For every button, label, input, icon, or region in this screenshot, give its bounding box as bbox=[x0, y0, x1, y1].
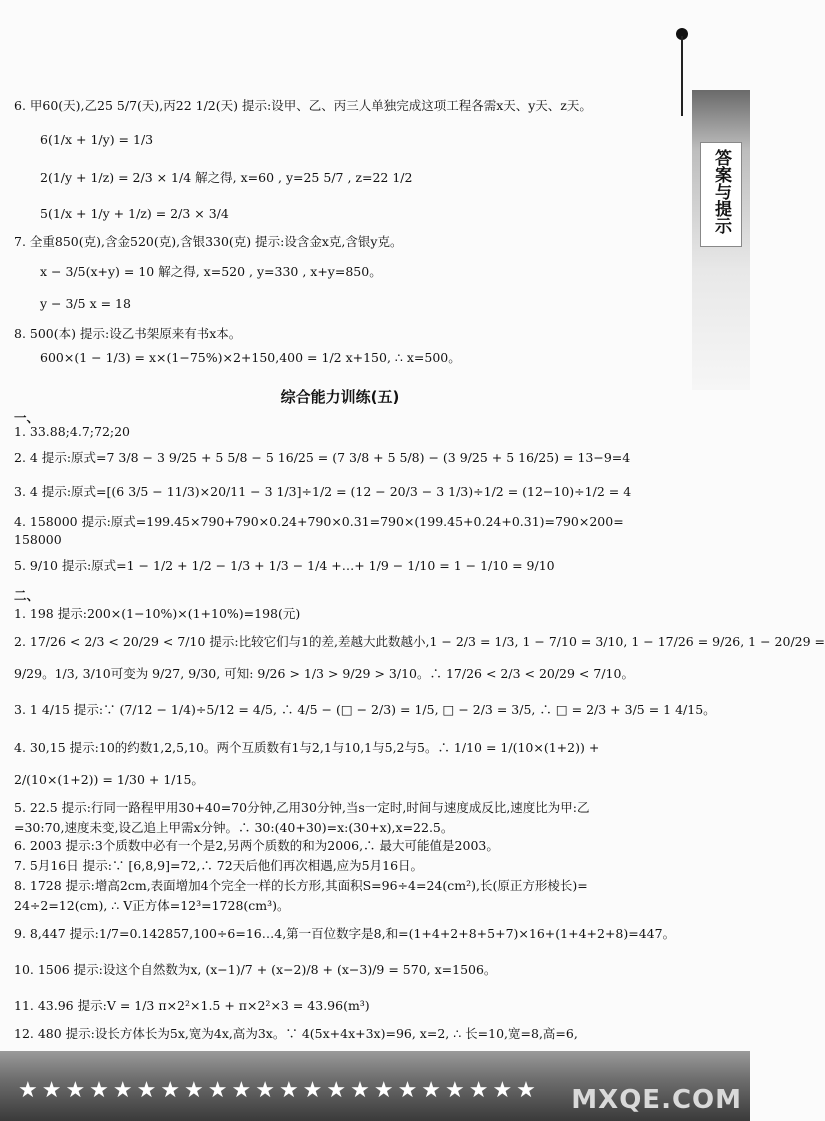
part-two-label: 二、 bbox=[14, 588, 40, 603]
part1-q1: 1. 33.88;4.7;72;20 bbox=[14, 424, 131, 439]
answer-7: 7. 全重850(克),含金520(克),含银330(克) 提示:设含金x克,含银y克。 bbox=[14, 234, 403, 249]
part2-q8-cont: 24÷2=12(cm), ∴ V正方体=12³=1728(cm³)。 bbox=[14, 898, 290, 913]
part1-q2: 2. 4 提示:原式=7 3/8 − 3 9/25 + 5 5/8 − 5 16/25 = (7 3/8 + 5 5/8) − (3 9/25 + 5 16/25) = 13−9=4 bbox=[14, 450, 631, 465]
part2-q4-cont: 2/(10×(1+2)) = 1/30 + 1/15。 bbox=[14, 772, 204, 787]
part2-q2: 2. 17/26 < 2/3 < 20/29 < 7/10 提示:比较它们与1的差,差越大此数越小,1 − 2/3 = 1/3, 1 − 7/10 = 3/10, 1 − 17/26 = 9/26, 1 − 20/29 = bbox=[14, 634, 825, 649]
sidebar-label bbox=[700, 142, 742, 247]
part2-q10: 10. 1506 提示:设这个自然数为x, (x−1)/7 + (x−2)/8 + (x−3)/9 = 570, x=1506。 bbox=[14, 962, 497, 977]
answer-8-eq: 600×(1 − 1/3) = x×(1−75%)×2+150,400 = 1/2 x+150, ∴ x=500。 bbox=[40, 350, 461, 365]
star-row: ★★★★★★★★★★★★★★★★★★★★★★ bbox=[18, 1078, 540, 1103]
part1-q5: 5. 9/10 提示:原式=1 − 1/2 + 1/2 − 1/3 + 1/3 − 1/4 +…+ 1/9 − 1/10 = 1 − 1/10 = 9/10 bbox=[14, 558, 555, 573]
answer-6-eq3: 5(1/x + 1/y + 1/z) = 2/3 × 3/4 bbox=[40, 206, 229, 221]
part2-q7: 7. 5月16日 提示:∵ [6,8,9]=72,∴ 72天后他们再次相遇,应为5月16日。 bbox=[14, 858, 424, 873]
watermark: MXQE.COM bbox=[571, 1085, 742, 1115]
part2-q5: 5. 22.5 提示:行同一路程甲用30+40=70分钟,乙用30分钟,当s一定时,时间与速度成反比,速度比为甲:乙 bbox=[14, 800, 590, 815]
answer-7-eq1: x − 3/5(x+y) = 10 解之得, x=520 , y=330 , x+y=850。 bbox=[40, 264, 382, 279]
answer-6-eq2: 2(1/y + 1/z) = 2/3 × 1/4 解之得, x=60 , y=25 5/7 , z=22 1/2 bbox=[40, 170, 413, 185]
answer-6: 6. 甲60(天),乙25 5/7(天),丙22 1/2(天) 提示:设甲、乙、丙三人单独完成这项工程各需x天、y天、z天。 bbox=[14, 98, 592, 113]
part2-q8: 8. 1728 提示:增高2cm,表面增加4个完全一样的长方形,其面积S=96÷4=24(cm²),长(原正方形棱长)= bbox=[14, 878, 588, 893]
sidebar-label-text: 答案与提示 bbox=[711, 149, 731, 234]
part2-q12: 12. 480 提示:设长方体长为5x,宽为4x,高为3x。∵ 4(5x+4x+3x)=96, x=2, ∴ 长=10,宽=8,高=6, bbox=[14, 1026, 578, 1041]
part2-q1: 1. 198 提示:200×(1−10%)×(1+10%)=198(元) bbox=[14, 606, 301, 621]
part1-q3: 3. 4 提示:原式=[(6 3/5 − 11/3)×20/11 − 3 1/3]÷1/2 = (12 − 20/3 − 3 1/3)÷1/2 = (12−10)÷1/2 = 4 bbox=[14, 484, 632, 499]
part2-q3: 3. 1 4/15 提示:∵ (7/12 − 1/4)÷5/12 = 4/5, ∴ 4/5 − (□ − 2/3) = 1/5, □ − 2/3 = 3/5, ∴ □ = 2/3 + 3/5 = 1 4/15。 bbox=[14, 702, 716, 717]
part2-q5-cont: =30:70,速度未变,设乙追上甲需x分钟。∴ 30:(40+30)=x:(30+x),x=22.5。 bbox=[14, 820, 454, 835]
answer-7-eq2: y − 3/5 x = 18 bbox=[40, 296, 131, 311]
footer-band bbox=[0, 1051, 750, 1121]
answer-8: 8. 500(本) 提示:设乙书架原来有书x本。 bbox=[14, 326, 242, 341]
pin-line bbox=[681, 36, 683, 116]
part1-q4: 4. 158000 提示:原式=199.45×790+790×0.24+790×0.31=790×(199.45+0.24+0.31)=790×200= bbox=[14, 514, 624, 529]
part2-q9: 9. 8,447 提示:1/7=0.142857,100÷6=16…4,第一百位数字是8,和=(1+4+2+8+5+7)×16+(1+4+2+8)=447。 bbox=[14, 926, 676, 941]
part2-q4: 4. 30,15 提示:10的约数1,2,5,10。两个互质数有1与2,1与10,1与5,2与5。∴ 1/10 = 1/(10×(1+2)) + bbox=[14, 740, 600, 755]
part2-q2-cont: 9/29。1/3, 3/10可变为 9/27, 9/30, 可知: 9/26 > 1/3 > 9/29 > 3/10。∴ 17/26 < 2/3 < 20/29 < 7/10。 bbox=[14, 666, 634, 681]
part2-q11: 11. 43.96 提示:V = 1/3 π×2²×1.5 + π×2²×3 = 43.96(m³) bbox=[14, 998, 370, 1013]
section-heading: 综合能力训练(五) bbox=[280, 388, 400, 406]
part1-q4-cont: 158000 bbox=[14, 532, 62, 547]
answer-6-eq1: 6(1/x + 1/y) = 1/3 bbox=[40, 132, 154, 147]
part-one-label: 一、 bbox=[14, 410, 40, 425]
part2-q6: 6. 2003 提示:3个质数中必有一个是2,另两个质数的和为2006,∴ 最大可能值是2003。 bbox=[14, 838, 499, 853]
